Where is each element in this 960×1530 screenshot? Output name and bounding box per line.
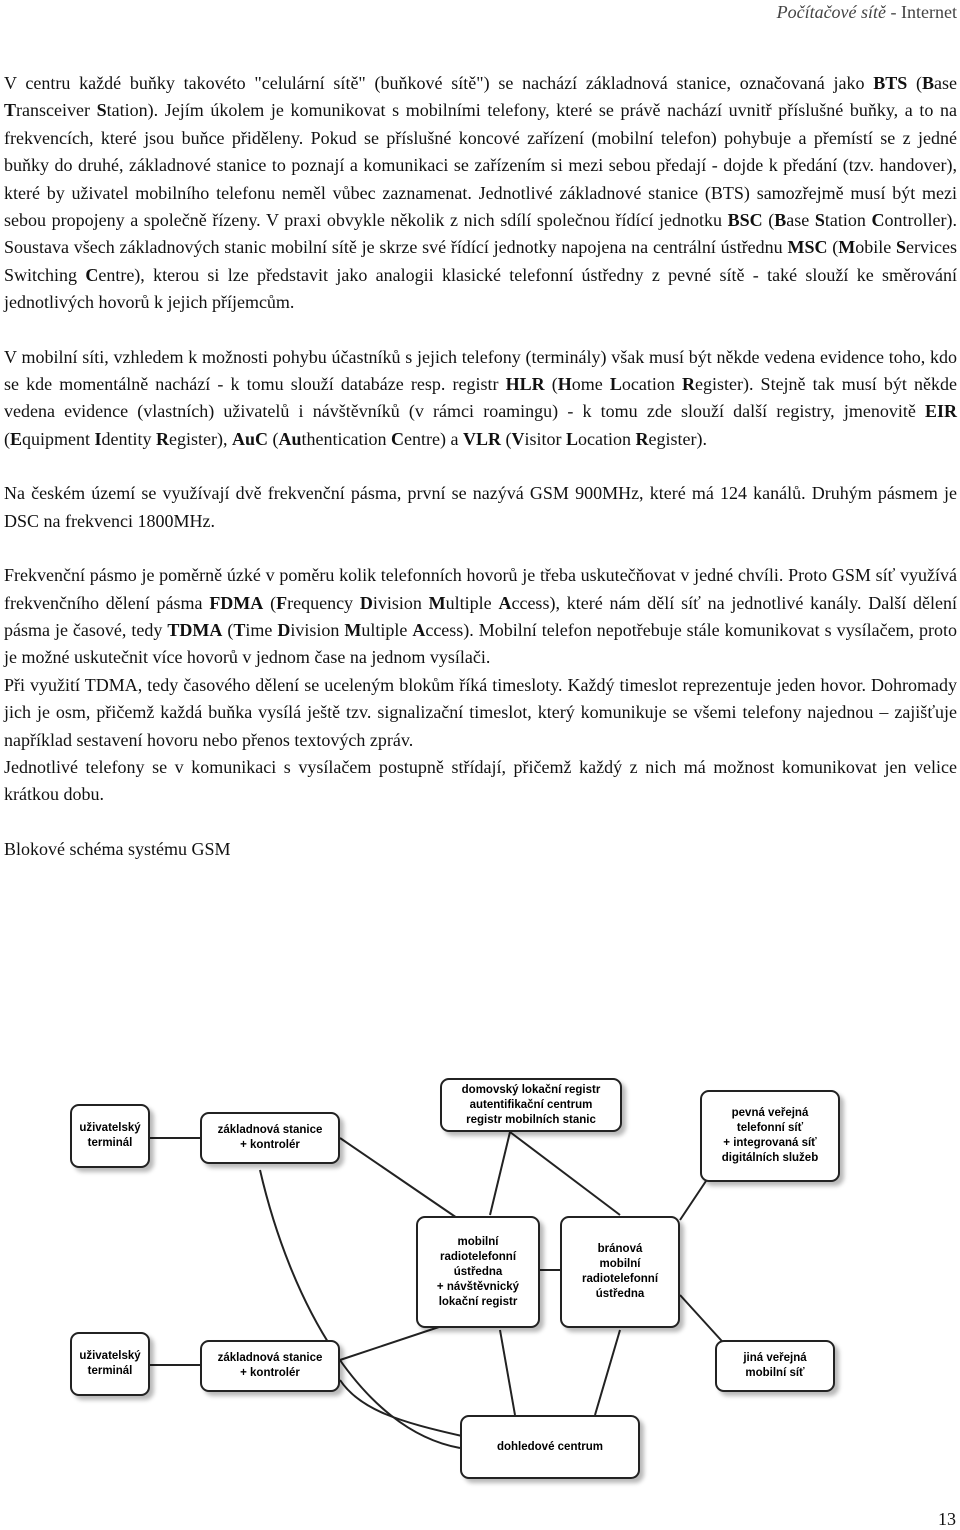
node-base-station-2: základnová stanice + kontrolér	[200, 1340, 340, 1392]
text-run: ervices Switching	[4, 237, 957, 285]
bold-term: C	[85, 264, 99, 285]
paragraph	[4, 562, 957, 672]
bold-term: F	[276, 592, 288, 613]
text-run: egister),	[169, 428, 233, 449]
header-title-rest: - Internet	[886, 2, 957, 22]
paragraph	[4, 480, 957, 535]
bold-term: V	[511, 428, 525, 449]
bold-term: M	[428, 592, 446, 613]
bold-term: H	[557, 374, 572, 395]
node-base-station-1: základnová stanice + kontrolér	[200, 1112, 340, 1164]
link-hlr-msc	[490, 1132, 510, 1215]
bold-term: L	[609, 374, 622, 395]
paragraph	[4, 70, 957, 317]
diagram-caption: Blokové schéma systému GSM	[4, 838, 231, 859]
text-run: Frekvenční pásmo je poměrně úzké v poměru kolik telefonních hovorů je třeba uskutečňovat v jedné chvíli. Proto GSM síť využívá frekvenčního dělení pásma	[4, 565, 957, 613]
node-msc-vlr: mobilní radiotelefonní ústředna + návštěvnický lokační registr	[416, 1216, 540, 1328]
link-hlr-gmsc	[510, 1132, 620, 1215]
text-run: (	[907, 73, 922, 93]
bold-term: B	[774, 210, 787, 231]
bold-term: EIR	[924, 401, 957, 422]
text-run: ontroller). Soustava všech základnových stanic mobilní sítě je skrze své řídící jednotky napojena na centrální ústřednu	[4, 210, 957, 258]
node-fixed-public-network: pevná veřejná telefonní síť + integrovaná síť digitálních služeb	[700, 1090, 840, 1182]
link-msc-omc	[500, 1330, 515, 1415]
bold-term: L	[566, 428, 579, 449]
text-run: (	[222, 619, 234, 640]
link-gmsc-omc	[595, 1330, 620, 1415]
bold-term: T	[233, 619, 246, 640]
text-run: ase	[786, 210, 815, 231]
bold-term: R	[681, 374, 695, 395]
text-run: quipment	[22, 428, 95, 449]
text-run: ocation	[578, 428, 636, 449]
text-run: (	[501, 428, 512, 449]
text-run: ocation	[621, 374, 682, 395]
text-run: (	[268, 428, 279, 449]
link-bts2-omc	[340, 1380, 462, 1436]
bold-term: Au	[278, 428, 302, 449]
text-run: isitor	[524, 428, 567, 449]
text-run: tation). Jejím úkolem je komunikovat s mobilními telefony, které se právě nachází uvnitř příslušné buňky, a to na frekvencích, které jsou buňce přiděleny. Pokud se příslušné koncové zařízení (mobilní telefon) pohybuje a přemístí se z jedné buňky do druhé, základnové stanice to poznají a komunikaci se zařízením si mezi sebou předají - dojde k předání (tzv. handover), které by uživatel mobilního telefonu neměl vůbec zaznamenat. Jednotlivé základnové stanice (BTS) samozřejmě musí být mezi sebou propojeny a společně řízeny. V praxi obvykle několik z nich sdílí společnou řídící jednotku	[4, 100, 958, 231]
text-run: (	[263, 592, 277, 613]
text-run: egister).	[648, 428, 708, 449]
bold-term: AuC	[232, 428, 269, 449]
bold-term: FDMA	[209, 592, 264, 613]
text-run: requency	[287, 592, 360, 613]
text-run: entre) a	[404, 428, 463, 449]
text-run: (	[762, 210, 775, 231]
bold-term: M	[344, 619, 362, 640]
bold-term: B	[921, 73, 934, 93]
text-run: ime	[245, 619, 278, 640]
bold-term: R	[635, 428, 649, 449]
bold-term: D	[359, 592, 373, 613]
text-run: ase	[934, 73, 957, 93]
node-home-location-register: domovský lokační registr autentifikační centrum registr mobilních stanic	[440, 1078, 622, 1132]
bold-term: M	[838, 237, 856, 258]
bold-term: HLR	[505, 374, 545, 395]
bold-term: C	[871, 210, 885, 231]
bold-term: VLR	[463, 428, 502, 449]
header-title-italic: Počítačové sítě	[776, 2, 887, 22]
bold-term: R	[156, 428, 170, 449]
text-run: dentity	[101, 428, 157, 449]
text-run: (	[827, 237, 839, 258]
bold-term: A	[498, 592, 512, 613]
text-run: ivision	[372, 592, 429, 613]
document-body	[4, 70, 957, 863]
paragraph	[4, 344, 957, 454]
bold-term: S	[896, 237, 907, 258]
text-run: (	[4, 428, 10, 449]
link-bts1-msc	[340, 1138, 460, 1220]
text-run: ransceiver	[16, 100, 97, 121]
bold-term: BTS	[873, 73, 908, 93]
bold-term: T	[4, 100, 17, 121]
text-run: ccess). Mobilní telefon nepotřebuje stále komunikovat s vysílačem, proto je možné uskutečnit více hovorů v jednom čase na jednom vysílači.	[4, 619, 958, 668]
text-run: egister). Stejně tak musí být někde vedena evidence (vlastních) uživatelů i návštěvníků (v rámci roamingu) - k tomu zde slouží další registry, jmenovitě	[4, 374, 957, 422]
bold-term: BSC	[727, 210, 763, 231]
page-header	[777, 2, 957, 23]
text-run: ome	[571, 374, 610, 395]
node-user-terminal-2: uživatelský terminál	[70, 1332, 150, 1396]
text-run: thentication	[301, 428, 392, 449]
bold-term: E	[10, 428, 23, 449]
text-run: Na českém území se využívají dvě frekvenční pásma, první se nazývá GSM 900MHz, které má 124 kanálů. Druhým pásmem je DSC na frekvenci 1800MHz.	[4, 483, 957, 531]
bold-term: I	[94, 428, 102, 449]
bold-term: S	[814, 210, 825, 231]
paragraph	[4, 754, 957, 809]
text-run: (	[544, 374, 558, 395]
text-run: ccess), které nám dělí síť na jednotlivé kanály. Další dělení pásma je časové, tedy	[4, 592, 958, 640]
node-gateway-msc: bránová mobilní radiotelefonní ústředna	[560, 1216, 680, 1328]
paragraph	[4, 672, 957, 754]
bold-term: S	[96, 100, 107, 121]
bold-term: A	[412, 619, 426, 640]
text-run: obile	[855, 237, 897, 258]
node-monitoring-centre: dohledové centrum	[460, 1415, 640, 1479]
text-run: ultiple	[445, 592, 499, 613]
bold-term: TDMA	[167, 619, 223, 640]
node-other-mobile-network: jiná veřejná mobilní síť	[715, 1340, 835, 1392]
text-run: tation	[824, 210, 872, 231]
bold-term: C	[391, 428, 405, 449]
bold-term: D	[277, 619, 291, 640]
text-run: entre), kterou si lze představit jako analogii klasické telefonní ústředny z pevné sítě - také slouží ke směrování jednotlivých hovorů k jejich příjemcům.	[4, 264, 957, 313]
bold-term: MSC	[787, 237, 828, 258]
text-run: Při využití TDMA, tedy časového dělení se uceleným blokům říká timesloty. Každý timeslot reprezentuje jeden hovor. Dohromady jich je osm, přičemž každá buňka vysílá ještě tzv. signalizační timeslot, který komunikuje se všemi telefony najednou – zajišťuje například sestavení hovoru nebo přenos textových zpráv.	[4, 674, 957, 750]
text-run: ivision	[290, 619, 345, 640]
text-run: Jednotlivé telefony se v komunikaci s vysílačem postupně střídají, přičemž každý z nich má možnost komunikovat jen velice krátkou dobu.	[4, 756, 957, 805]
text-run: V centru každé buňky takovéto "celulární sítě" (buňkové sítě") se nachází základnová stanice, označovaná jako	[4, 73, 874, 93]
text-run: ultiple	[361, 619, 413, 640]
gsm-block-diagram	[60, 1050, 940, 1490]
text-run: V mobilní síti, vzhledem k možnosti pohybu účastníků s jejich telefony (terminály) však musí být někde vedena evidence toho, kdo se kde momentálně nachází - k tomu slouží databáze resp. registr	[4, 346, 957, 395]
page-number: 13	[938, 1509, 956, 1529]
node-user-terminal-1: uživatelský terminál	[70, 1104, 150, 1168]
